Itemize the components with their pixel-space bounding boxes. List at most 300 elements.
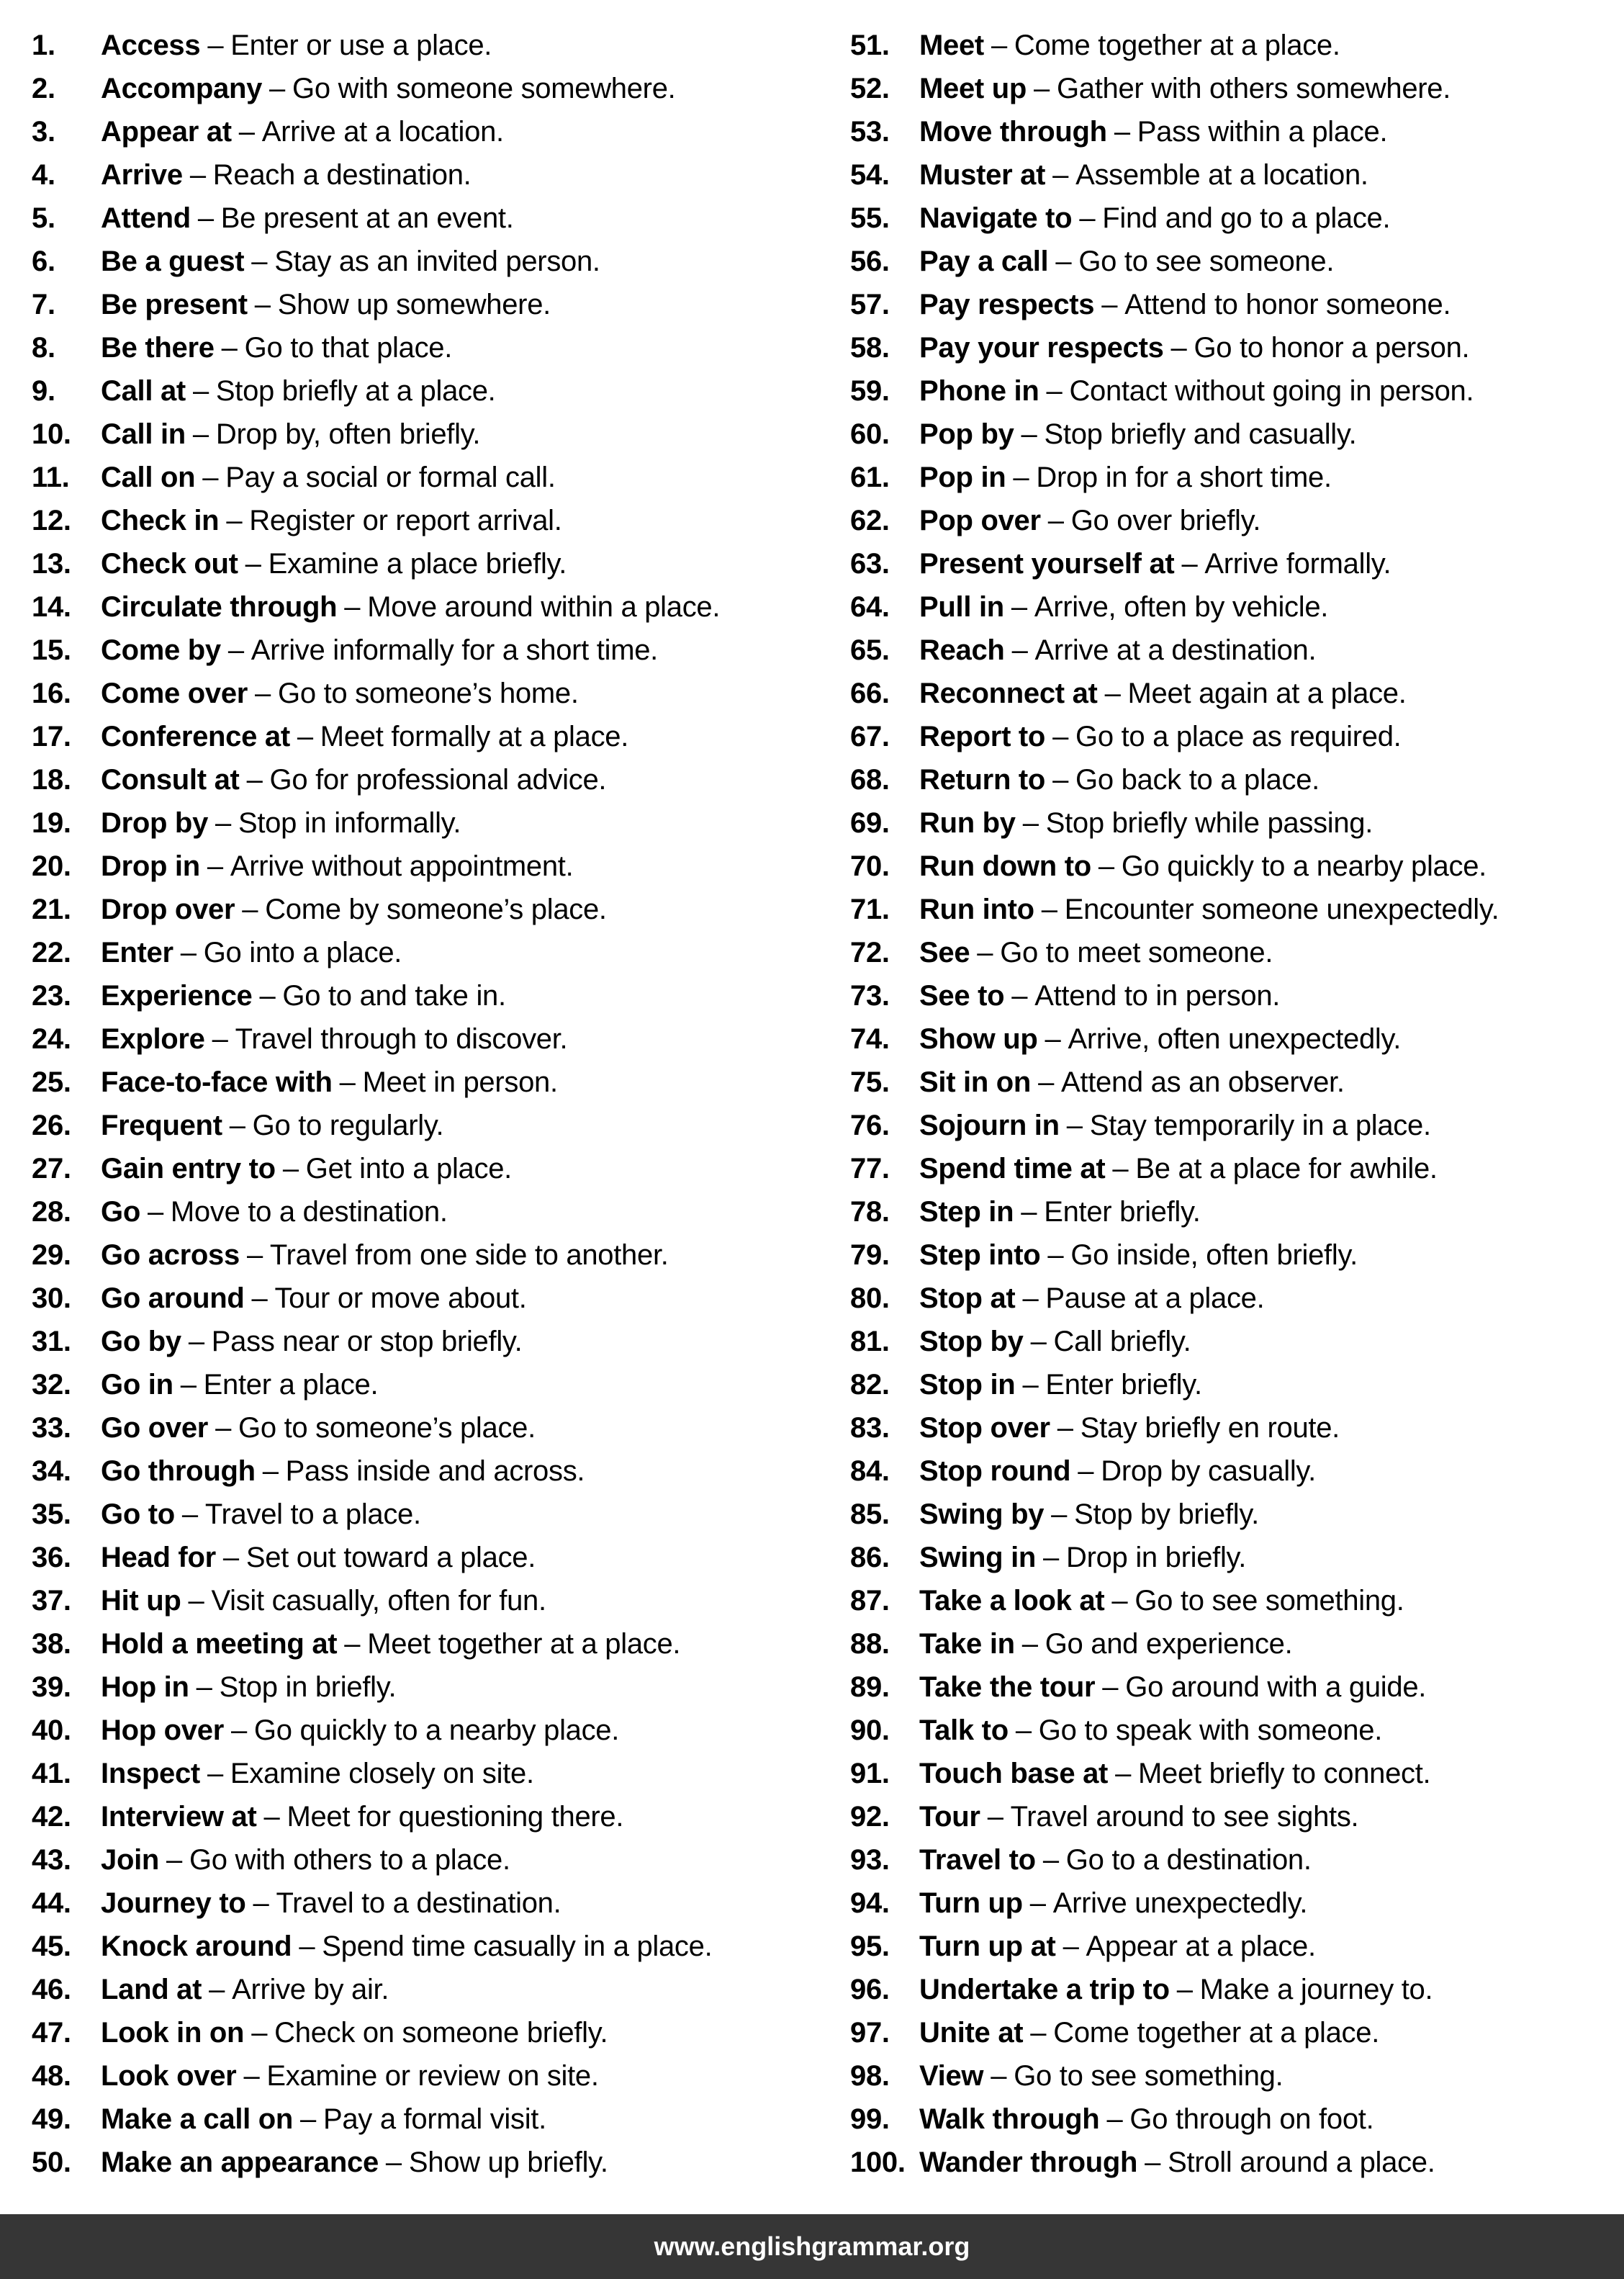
item-term: Drop over	[101, 894, 235, 925]
item-definition: Travel from one side to another.	[269, 1239, 669, 1271]
list-item	[850, 153, 1613, 197]
list-item	[850, 1622, 1613, 1666]
item-separator: –	[221, 332, 238, 364]
list-item	[850, 629, 1613, 672]
item-term: Join	[101, 1844, 160, 1876]
item-term: Navigate to	[919, 202, 1073, 234]
item-separator: –	[1181, 548, 1198, 580]
item-separator: –	[991, 30, 1007, 61]
item-term: Sojourn in	[919, 1110, 1060, 1141]
item-term: Arrive	[101, 159, 183, 191]
item-number: 4.	[32, 159, 55, 191]
item-definition: Get into a place.	[305, 1153, 512, 1185]
item-separator: –	[1022, 1282, 1039, 1314]
item-separator: –	[222, 1542, 239, 1573]
item-separator: –	[1078, 1455, 1094, 1487]
list-item	[850, 542, 1613, 585]
item-number: 72.	[850, 937, 890, 968]
item-number: 83.	[850, 1412, 890, 1444]
item-definition: Reach a destination.	[212, 159, 472, 191]
item-definition: Arrive formally.	[1204, 548, 1391, 580]
item-term: Swing in	[919, 1542, 1037, 1573]
item-definition: Pass within a place.	[1137, 116, 1388, 148]
item-term: Check out	[101, 548, 238, 580]
list-item	[850, 672, 1613, 715]
item-definition: Stop in informally.	[238, 807, 461, 839]
item-separator: –	[1114, 116, 1130, 148]
list-item	[32, 413, 831, 456]
item-number: 73.	[850, 980, 890, 1012]
list-item	[32, 456, 831, 499]
item-number: 30.	[32, 1282, 71, 1314]
list-item	[32, 240, 831, 283]
item-definition: Go for professional advice.	[269, 764, 607, 796]
list-item	[850, 369, 1613, 413]
list-item	[850, 2098, 1613, 2141]
item-number: 43.	[32, 1844, 71, 1876]
list-item	[850, 2054, 1613, 2098]
item-number: 37.	[32, 1585, 71, 1617]
list-item	[32, 1363, 831, 1406]
list-item	[32, 1320, 831, 1363]
item-number: 40.	[32, 1714, 71, 1746]
item-number: 92.	[850, 1801, 890, 1833]
item-separator: –	[1052, 721, 1069, 752]
list-item	[850, 715, 1613, 758]
list-item	[850, 758, 1613, 801]
item-separator: –	[202, 462, 219, 493]
item-term: Be present	[101, 289, 248, 320]
item-number: 6.	[32, 246, 55, 277]
item-separator: –	[192, 375, 209, 407]
item-definition: Arrive informally for a short time.	[251, 634, 658, 666]
item-separator: –	[197, 202, 214, 234]
word-list-left-column	[32, 24, 831, 2184]
list-item	[850, 1017, 1613, 1061]
item-separator: –	[251, 246, 268, 277]
item-separator: –	[209, 1974, 225, 2005]
item-number: 54.	[850, 159, 890, 191]
item-term: Report to	[919, 721, 1046, 752]
item-number: 31.	[32, 1326, 71, 1357]
item-term: Pop over	[919, 505, 1041, 536]
list-item	[32, 1925, 831, 1968]
item-definition: Examine closely on site.	[230, 1758, 534, 1789]
item-definition: Go to meet someone.	[1000, 937, 1273, 968]
item-separator: –	[207, 1758, 223, 1789]
item-separator: –	[215, 807, 231, 839]
list-item	[850, 1968, 1613, 2011]
item-number: 19.	[32, 807, 71, 839]
item-definition: Go to see something.	[1014, 2060, 1284, 2092]
item-term: Spend time at	[919, 1153, 1106, 1185]
item-number: 78.	[850, 1196, 890, 1228]
item-separator: –	[251, 2017, 268, 2049]
item-number: 61.	[850, 462, 890, 493]
item-definition: Come by someone’s place.	[265, 894, 607, 925]
item-definition: Call briefly.	[1053, 1326, 1191, 1357]
item-definition: Go to speak with someone.	[1038, 1714, 1383, 1746]
item-number: 45.	[32, 1930, 71, 1962]
list-item	[32, 2098, 831, 2141]
item-definition: Drop by, often briefly.	[215, 418, 481, 450]
list-item	[32, 1493, 831, 1536]
item-number: 84.	[850, 1455, 890, 1487]
item-number: 29.	[32, 1239, 71, 1271]
item-separator: –	[1111, 1585, 1128, 1617]
list-item	[32, 1061, 831, 1104]
item-number: 23.	[32, 980, 71, 1012]
item-definition: Go to see someone.	[1078, 246, 1335, 277]
item-term: Appear at	[101, 116, 232, 148]
item-separator: –	[385, 2147, 402, 2178]
item-definition: Go to see something.	[1134, 1585, 1404, 1617]
item-number: 18.	[32, 764, 71, 796]
item-number: 64.	[850, 591, 890, 623]
item-separator: –	[1030, 2017, 1047, 2049]
item-definition: Go back to a place.	[1075, 764, 1320, 796]
item-number: 5.	[32, 202, 55, 234]
item-number: 77.	[850, 1153, 890, 1185]
item-separator: –	[188, 1585, 204, 1617]
list-item	[850, 24, 1613, 67]
item-separator: –	[344, 1628, 361, 1660]
item-number: 14.	[32, 591, 71, 623]
item-definition: Go to someone’s place.	[238, 1412, 536, 1444]
item-term: Look over	[101, 2060, 237, 2092]
item-separator: –	[1047, 1239, 1064, 1271]
item-definition: Meet for questioning there.	[287, 1801, 624, 1833]
list-item	[850, 1752, 1613, 1795]
item-separator: –	[1011, 591, 1027, 623]
list-item	[32, 801, 831, 845]
item-separator: –	[1104, 678, 1121, 709]
list-item	[32, 1277, 831, 1320]
item-definition: Go to someone’s home.	[278, 678, 579, 709]
item-term: Go through	[101, 1455, 256, 1487]
item-term: Turn up at	[919, 1930, 1056, 1962]
item-separator: –	[227, 634, 244, 666]
item-definition: Drop in for a short time.	[1036, 462, 1332, 493]
item-definition: Appear at a place.	[1086, 1930, 1316, 1962]
item-definition: Arrive, often unexpectedly.	[1068, 1023, 1402, 1055]
item-number: 59.	[850, 375, 890, 407]
item-separator: –	[262, 1455, 279, 1487]
item-number: 76.	[850, 1110, 890, 1141]
item-separator: –	[246, 1239, 263, 1271]
item-term: Step in	[919, 1196, 1014, 1228]
list-item	[32, 283, 831, 326]
item-term: Phone in	[919, 375, 1039, 407]
item-definition: Go inside, often briefly.	[1070, 1239, 1358, 1271]
item-term: Journey to	[101, 1887, 246, 1919]
item-term: Come by	[101, 634, 221, 666]
item-number: 58.	[850, 332, 890, 364]
item-term: Check in	[101, 505, 220, 536]
item-term: Experience	[101, 980, 253, 1012]
list-item	[32, 153, 831, 197]
item-term: Inspect	[101, 1758, 200, 1789]
item-separator: –	[251, 1282, 268, 1314]
list-item	[850, 2141, 1613, 2184]
item-definition: Stop by briefly.	[1074, 1498, 1259, 1530]
item-term: Touch base at	[919, 1758, 1109, 1789]
item-number: 2.	[32, 73, 55, 104]
item-definition: Arrive, often by vehicle.	[1034, 591, 1329, 623]
item-term: Pop by	[919, 418, 1014, 450]
item-number: 34.	[32, 1455, 71, 1487]
list-item	[850, 1925, 1613, 1968]
item-definition: Be at a place for awhile.	[1135, 1153, 1438, 1185]
item-separator: –	[282, 1153, 299, 1185]
list-item	[32, 24, 831, 67]
item-term: Circulate through	[101, 591, 338, 623]
item-separator: –	[188, 1326, 204, 1357]
item-term: Consult at	[101, 764, 240, 796]
item-separator: –	[1115, 1758, 1132, 1789]
list-item	[850, 1666, 1613, 1709]
list-item	[32, 1017, 831, 1061]
list-item	[32, 1190, 831, 1233]
item-definition: Attend as an observer.	[1061, 1066, 1345, 1098]
item-term: Interview at	[101, 1801, 257, 1833]
item-term: Call at	[101, 375, 186, 407]
list-item	[850, 283, 1613, 326]
item-term: Run down to	[919, 850, 1091, 882]
list-item	[32, 2054, 831, 2098]
list-item	[32, 2011, 831, 2054]
item-number: 7.	[32, 289, 55, 320]
list-item	[32, 1882, 831, 1925]
item-definition: Meet together at a place.	[367, 1628, 681, 1660]
item-separator: –	[1098, 850, 1114, 882]
item-term: Unite at	[919, 2017, 1024, 2049]
item-separator: –	[1038, 1066, 1055, 1098]
item-definition: Contact without going in person.	[1069, 375, 1474, 407]
item-definition: Stroll around a place.	[1168, 2147, 1435, 2178]
item-term: Access	[101, 30, 201, 61]
item-number: 98.	[850, 2060, 890, 2092]
item-term: Stop in	[919, 1369, 1016, 1401]
item-definition: Go to that place.	[244, 332, 453, 364]
item-separator: –	[1046, 375, 1063, 407]
list-item	[850, 240, 1613, 283]
item-term: Sit in on	[919, 1066, 1032, 1098]
item-separator: –	[1011, 634, 1028, 666]
list-item	[850, 499, 1613, 542]
item-number: 82.	[850, 1369, 890, 1401]
item-number: 49.	[32, 2103, 71, 2135]
item-term: Pay respects	[919, 289, 1095, 320]
item-term: Head for	[101, 1542, 216, 1573]
item-definition: Enter a place.	[203, 1369, 379, 1401]
item-term: Call in	[101, 418, 186, 450]
item-term: Stop round	[919, 1455, 1071, 1487]
item-definition: Tour or move about.	[274, 1282, 527, 1314]
item-definition: Stop briefly while passing.	[1045, 807, 1373, 839]
item-separator: –	[977, 937, 993, 968]
item-term: See to	[919, 980, 1005, 1012]
item-separator: –	[1042, 1844, 1059, 1876]
item-definition: Assemble at a location.	[1075, 159, 1368, 191]
item-definition: Register or report arrival.	[249, 505, 562, 536]
item-separator: –	[1013, 462, 1029, 493]
item-definition: Check on someone briefly.	[274, 2017, 608, 2049]
item-number: 79.	[850, 1239, 890, 1271]
item-separator: –	[1079, 202, 1096, 234]
item-number: 50.	[32, 2147, 71, 2178]
item-definition: Travel through to discover.	[235, 1023, 568, 1055]
item-number: 32.	[32, 1369, 71, 1401]
item-definition: Stop briefly and casually.	[1044, 418, 1357, 450]
item-number: 89.	[850, 1671, 890, 1703]
list-item	[850, 1838, 1613, 1882]
item-term: Knock around	[101, 1930, 292, 1962]
item-separator: –	[229, 1110, 245, 1141]
item-definition: Find and go to a place.	[1102, 202, 1391, 234]
list-item	[850, 1320, 1613, 1363]
item-definition: Go to regularly.	[252, 1110, 444, 1141]
list-item	[850, 1061, 1613, 1104]
item-number: 11.	[32, 462, 70, 493]
item-term: Take the tour	[919, 1671, 1096, 1703]
item-definition: Stay briefly en route.	[1080, 1412, 1340, 1444]
item-separator: –	[987, 1801, 1003, 1833]
item-term: Talk to	[919, 1714, 1009, 1746]
item-term: Face-to-face with	[101, 1066, 333, 1098]
item-separator: –	[339, 1066, 356, 1098]
item-definition: Examine or review on site.	[266, 2060, 599, 2092]
item-term: Make an appearance	[101, 2147, 379, 2178]
item-definition: Come together at a place.	[1053, 2017, 1380, 2049]
item-term: Pop in	[919, 462, 1006, 493]
item-number: 66.	[850, 678, 890, 709]
item-term: Hop in	[101, 1671, 189, 1703]
item-term: Go around	[101, 1282, 245, 1314]
item-definition: Encounter someone unexpectedly.	[1064, 894, 1499, 925]
list-item	[32, 2141, 831, 2184]
item-separator: –	[1057, 1412, 1073, 1444]
item-term: Travel to	[919, 1844, 1036, 1876]
list-item	[32, 326, 831, 369]
item-definition: Go with someone somewhere.	[292, 73, 676, 104]
item-definition: Gather with others somewhere.	[1056, 73, 1451, 104]
item-number: 44.	[32, 1887, 71, 1919]
item-definition: Drop in briefly.	[1066, 1542, 1247, 1573]
item-separator: –	[1145, 2147, 1161, 2178]
item-term: Accompany	[101, 73, 263, 104]
item-number: 12.	[32, 505, 71, 536]
item-definition: Arrive at a destination.	[1034, 634, 1317, 666]
item-number: 1.	[32, 30, 55, 61]
item-number: 74.	[850, 1023, 890, 1055]
item-separator: –	[300, 2103, 316, 2135]
item-number: 100.	[850, 2147, 906, 2178]
item-number: 26.	[32, 1110, 71, 1141]
list-item	[850, 931, 1613, 974]
item-term: Go in	[101, 1369, 173, 1401]
item-definition: Meet formally at a place.	[320, 721, 629, 752]
list-item	[32, 1622, 831, 1666]
item-number: 88.	[850, 1628, 890, 1660]
item-separator: –	[344, 591, 361, 623]
item-separator: –	[1176, 1974, 1193, 2005]
list-item	[32, 1449, 831, 1493]
list-item	[32, 369, 831, 413]
item-definition: Go to a place as required.	[1075, 721, 1402, 752]
list-item	[850, 1147, 1613, 1190]
list-item	[850, 1363, 1613, 1406]
item-number: 70.	[850, 850, 890, 882]
list-item	[32, 542, 831, 585]
item-term: Hold a meeting at	[101, 1628, 338, 1660]
list-item	[850, 1190, 1613, 1233]
item-definition: Go quickly to a nearby place.	[1121, 850, 1487, 882]
item-definition: Enter briefly.	[1044, 1196, 1201, 1228]
item-term: Look in on	[101, 2017, 245, 2049]
item-number: 15.	[32, 634, 71, 666]
item-term: Swing by	[919, 1498, 1045, 1530]
list-item	[850, 1406, 1613, 1449]
item-definition: Pay a formal visit.	[322, 2103, 546, 2135]
list-item	[32, 110, 831, 153]
item-separator: –	[1051, 1498, 1068, 1530]
item-term: Present yourself at	[919, 548, 1175, 580]
item-definition: Arrive without appointment.	[230, 850, 574, 882]
item-term: Stop at	[919, 1282, 1016, 1314]
item-separator: –	[1030, 1326, 1047, 1357]
item-term: Undertake a trip to	[919, 1974, 1170, 2005]
list-item	[32, 197, 831, 240]
item-number: 69.	[850, 807, 890, 839]
item-number: 8.	[32, 332, 55, 364]
item-separator: –	[196, 1671, 212, 1703]
item-separator: –	[1022, 1369, 1039, 1401]
item-term: Reconnect at	[919, 678, 1098, 709]
item-number: 28.	[32, 1196, 71, 1228]
item-separator: –	[259, 980, 276, 1012]
item-term: Be there	[101, 332, 215, 364]
item-number: 75.	[850, 1066, 890, 1098]
item-definition: Be present at an event.	[220, 202, 514, 234]
list-item	[32, 1709, 831, 1752]
item-term: Pay a call	[919, 246, 1049, 277]
list-item	[32, 888, 831, 931]
item-separator: –	[253, 1887, 269, 1919]
item-term: Hop over	[101, 1714, 224, 1746]
item-number: 65.	[850, 634, 890, 666]
item-number: 55.	[850, 202, 890, 234]
item-term: Wander through	[919, 2147, 1138, 2178]
item-definition: Make a journey to.	[1199, 1974, 1433, 2005]
item-definition: Go to honor a person.	[1194, 332, 1470, 364]
item-definition: Attend to honor someone.	[1124, 289, 1451, 320]
list-item	[32, 499, 831, 542]
item-definition: Meet again at a place.	[1127, 678, 1407, 709]
item-term: Take in	[919, 1628, 1015, 1660]
item-number: 25.	[32, 1066, 71, 1098]
item-number: 35.	[32, 1498, 71, 1530]
item-term: Move through	[919, 116, 1107, 148]
item-definition: Go around with a guide.	[1125, 1671, 1427, 1703]
list-item	[32, 1536, 831, 1579]
list-item	[850, 1449, 1613, 1493]
item-separator: –	[1022, 807, 1039, 839]
list-item	[32, 1838, 831, 1882]
item-number: 9.	[32, 375, 55, 407]
item-separator: –	[181, 1498, 198, 1530]
item-term: Make a call on	[101, 2103, 294, 2135]
